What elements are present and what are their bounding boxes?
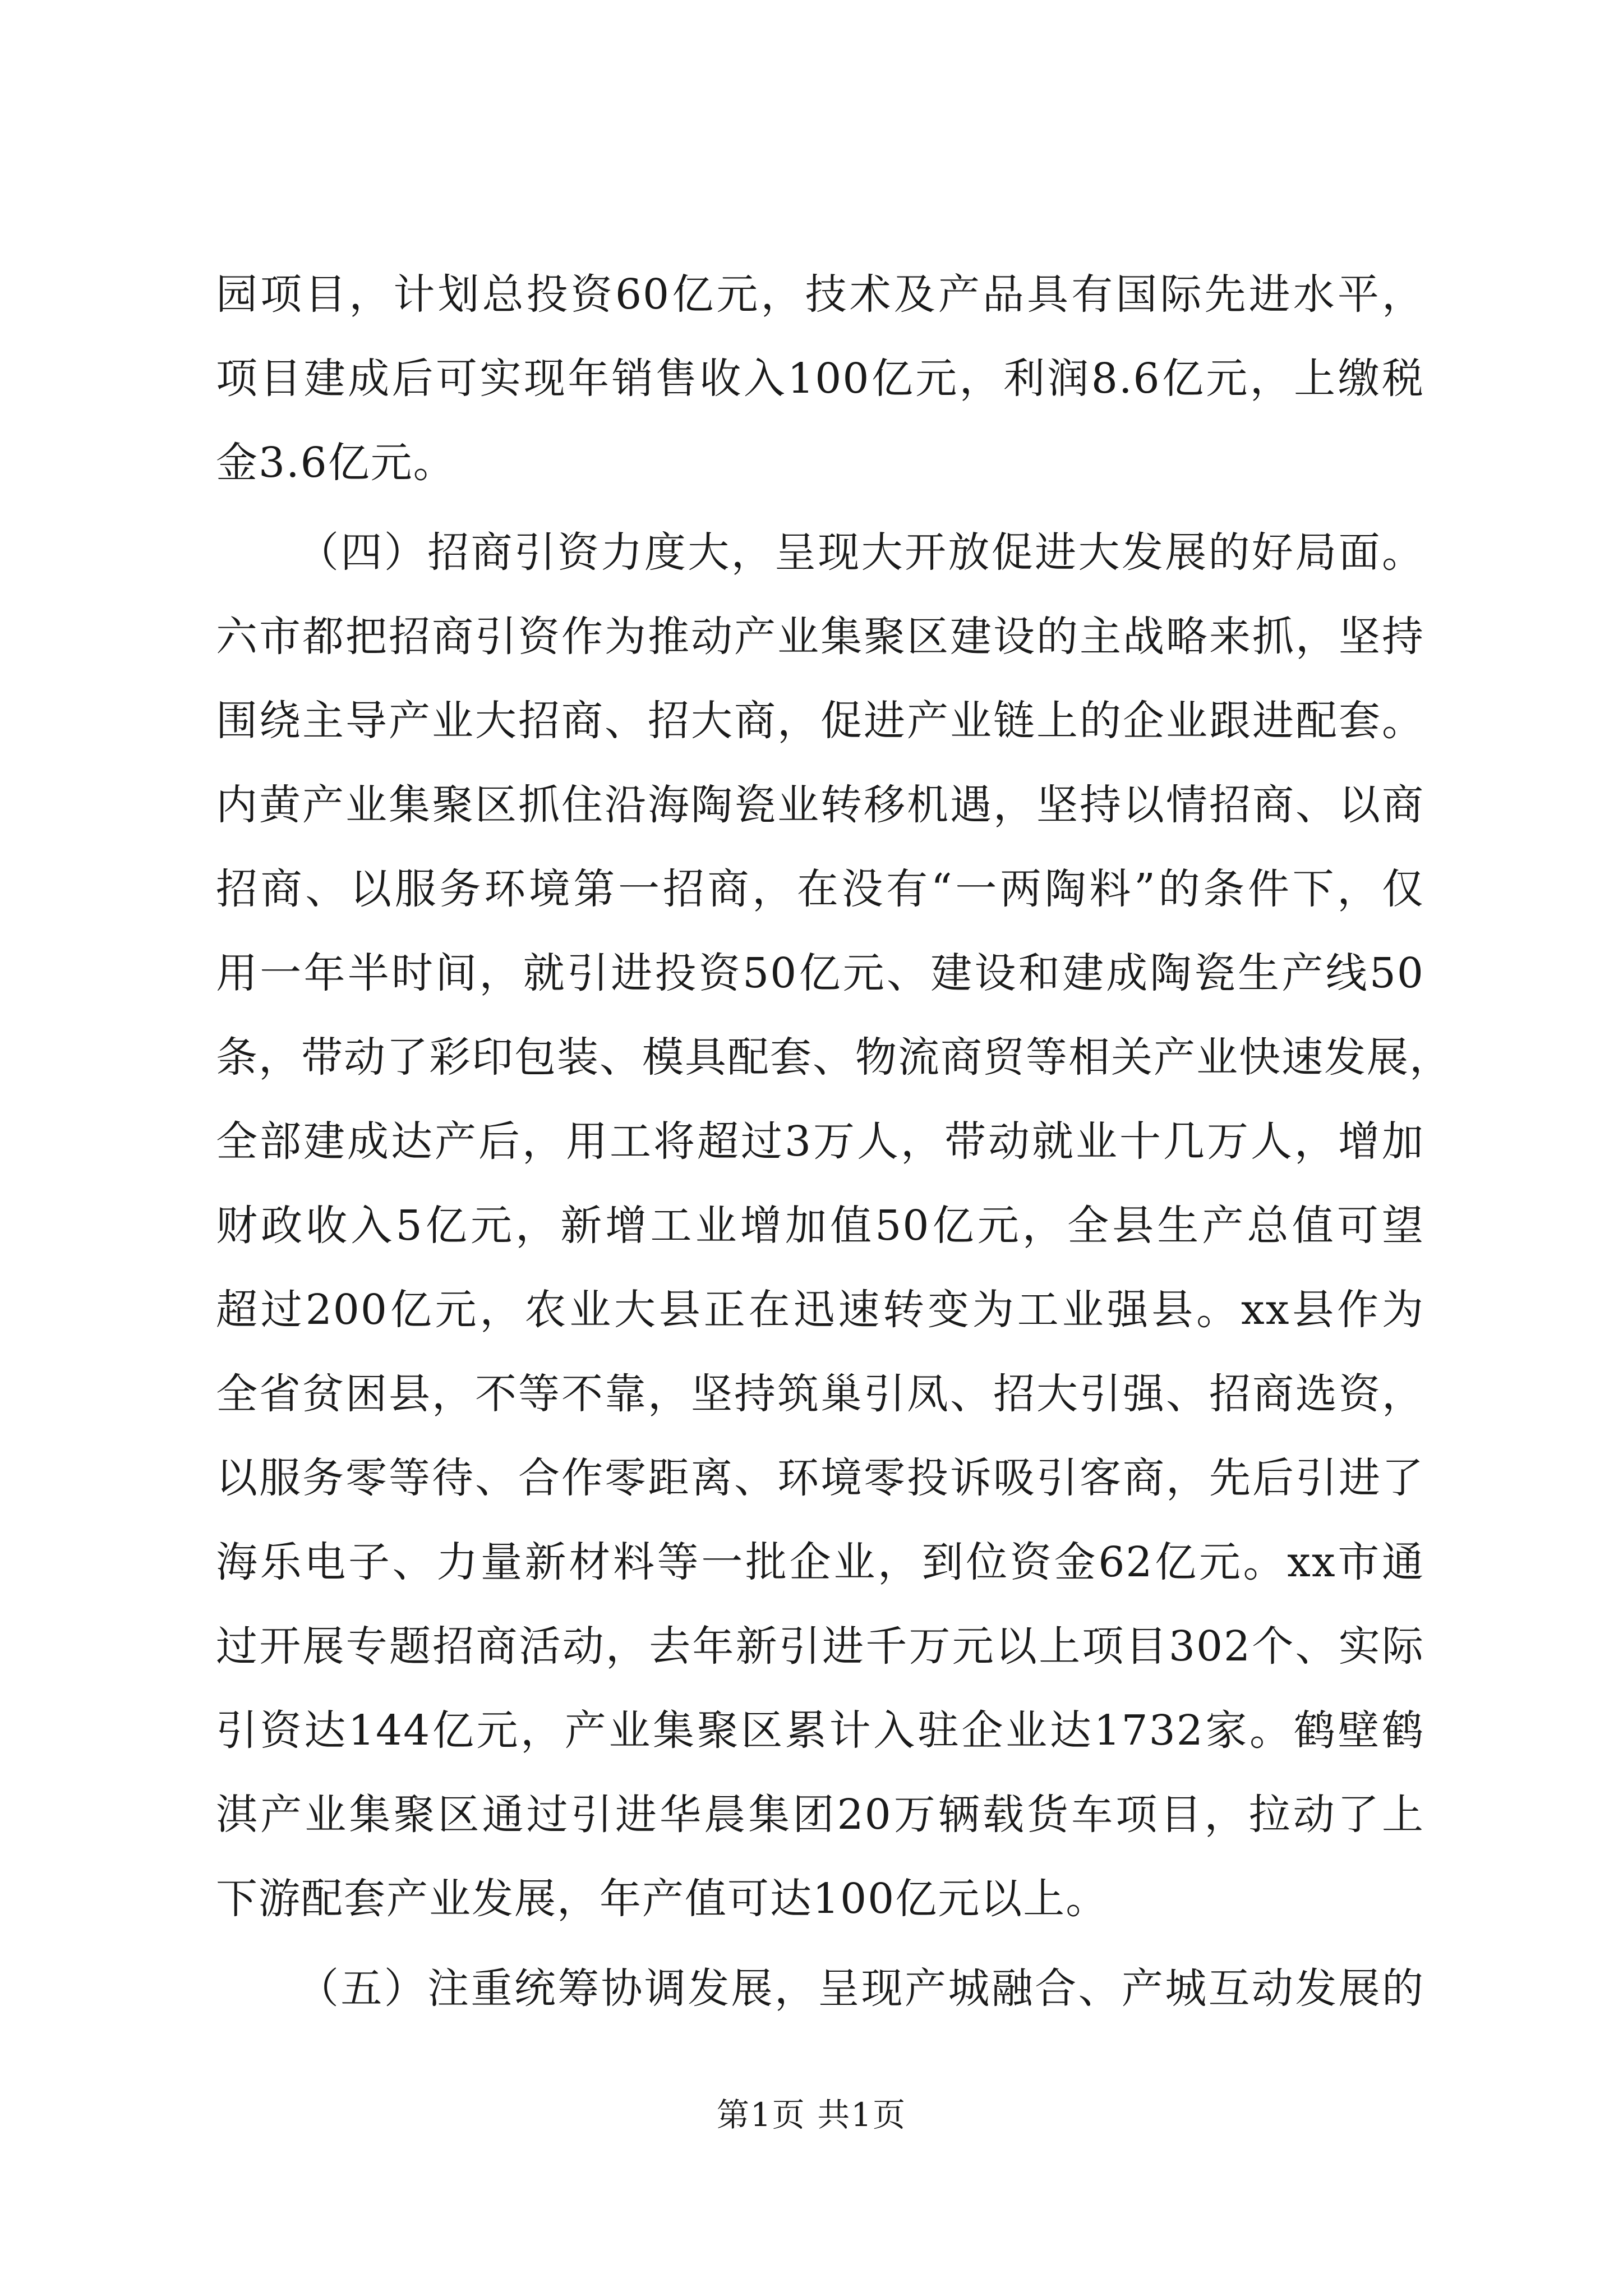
page-footer: 第1页 共1页	[716, 2096, 907, 2134]
body-text-line: 园项目，计划总投资60亿元，技术及产品具有国际先进水平，	[216, 270, 1424, 319]
body-text-line: 全部建成达产后，用工将超过3万人，带动就业十几万人，增加	[216, 1117, 1424, 1166]
body-text-line: 六市都把招商引资作为推动产业集聚区建设的主战略来抓，坚持	[216, 613, 1424, 661]
body-text-line: 全省贫困县，不等不靠，坚持筑巢引凤、招大引强、招商选资，	[216, 1370, 1424, 1418]
body-text-line: 围绕主导产业大招商、招大商，促进产业链上的企业跟进配套。	[216, 697, 1424, 745]
body-text-line: 内黄产业集聚区抓住沿海陶瓷业转移机遇，坚持以情招商、以商	[216, 781, 1424, 829]
body-text-line: 项目建成后可实现年销售收入100亿元，利润8.6亿元，上缴税	[216, 355, 1424, 403]
body-text-line: 金3.6亿元。	[216, 439, 456, 487]
body-text-line: 过开展专题招商活动，去年新引进千万元以上项目302个、实际	[216, 1622, 1424, 1671]
section-heading-line: （四）招商引资力度大，呈现大开放促进大发展的好局面。	[297, 528, 1424, 577]
body-text-line: 海乐电子、力量新材料等一批企业，到位资金62亿元。xx市通	[216, 1538, 1424, 1586]
body-text-line: 淇产业集聚区通过引进华晨集团20万辆载货车项目，拉动了上	[216, 1791, 1424, 1839]
body-text-line: 超过200亿元，农业大县正在迅速转变为工业强县。xx县作为	[216, 1286, 1424, 1334]
section-heading-line: （五）注重统筹协调发展，呈现产城融合、产城互动发展的	[297, 1964, 1424, 2013]
body-text-line: 用一年半时间，就引进投资50亿元、建设和建成陶瓷生产线50	[216, 949, 1424, 997]
body-text-line: 引资达144亿元，产业集聚区累计入驻企业达1732家。鹤壁鹤	[216, 1706, 1424, 1755]
body-text-line: 以服务零等待、合作零距离、环境零投诉吸引客商，先后引进了	[216, 1454, 1424, 1502]
body-text-line: 下游配套产业发展，年产值可达100亿元以上。	[216, 1875, 1109, 1923]
body-text-line: 招商、以服务环境第一招商，在没有“一两陶料”的条件下，仅	[216, 865, 1424, 913]
body-text-line: 条，带动了彩印包装、模具配套、物流商贸等相关产业快速发展，	[216, 1033, 1452, 1082]
body-text-line: 财政收入5亿元，新增工业增加值50亿元，全县生产总值可望	[216, 1202, 1424, 1250]
